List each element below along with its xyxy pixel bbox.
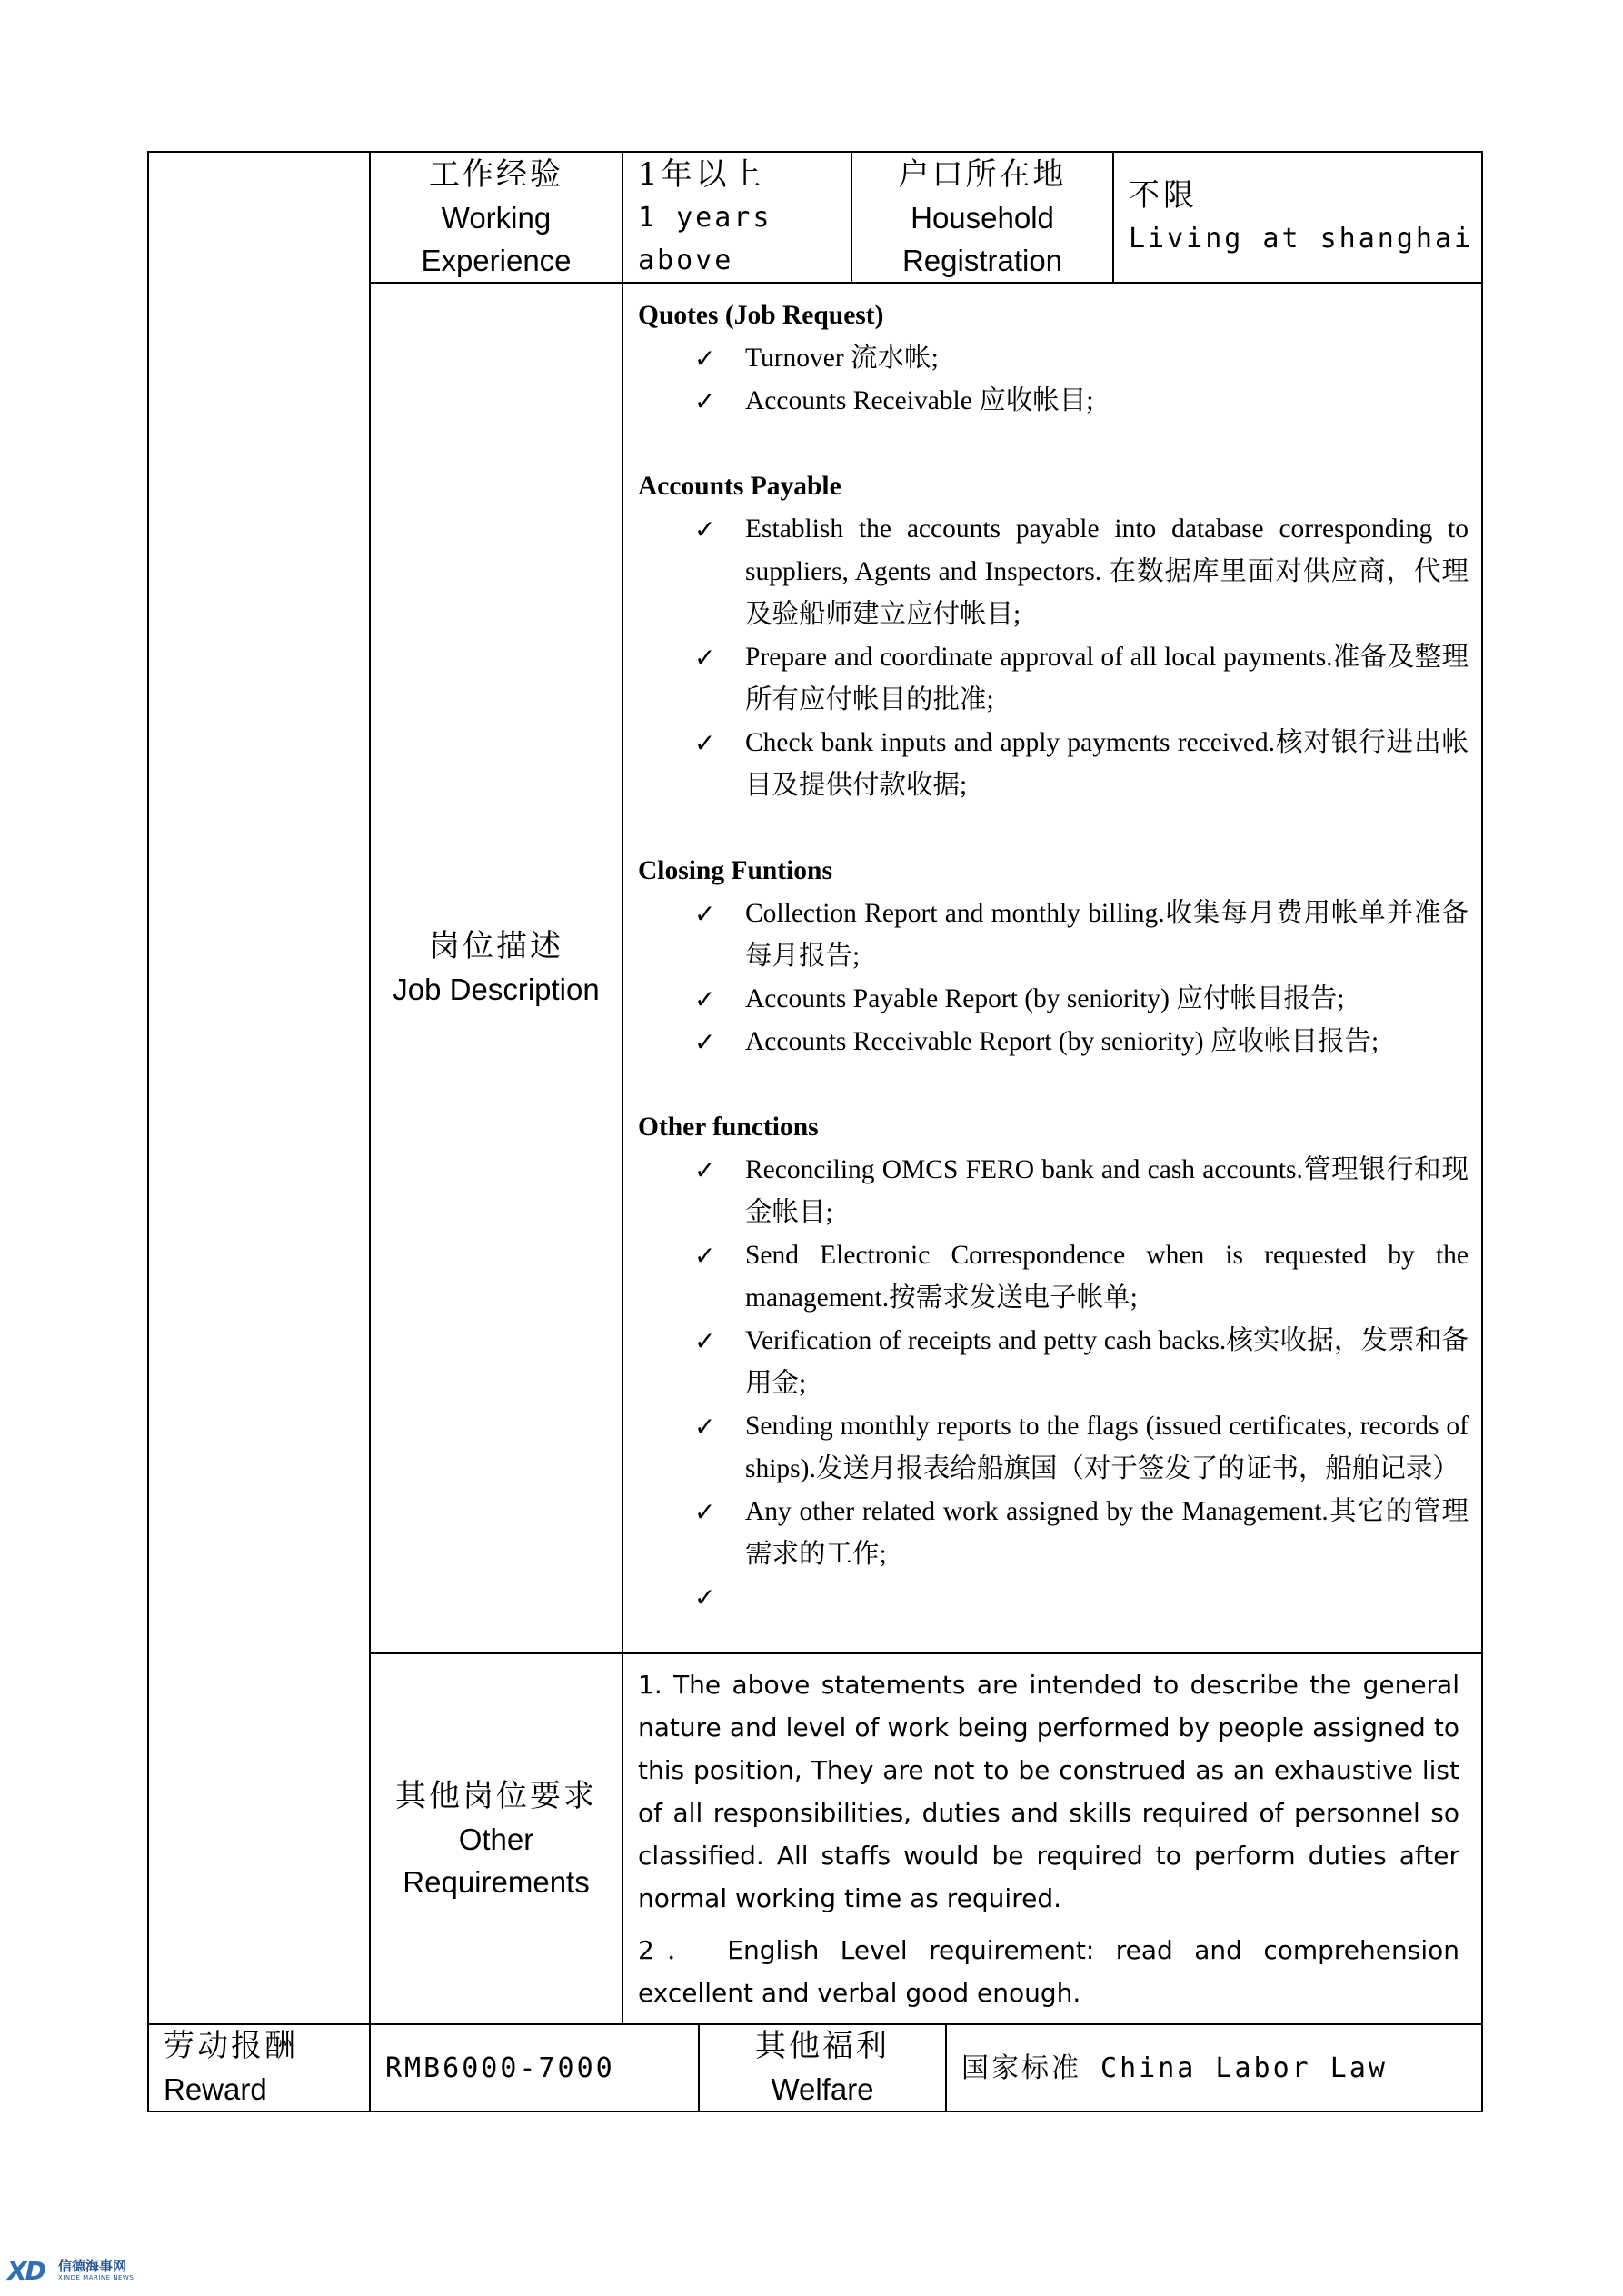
welfare-label-en: Welfare bbox=[771, 2072, 874, 2106]
checklist-item-text: Accounts Payable Report (by seniority) 应付帐目报告; bbox=[745, 984, 1345, 1013]
checkmark-icon: ✓ bbox=[694, 344, 716, 374]
checklist-item bbox=[638, 893, 1469, 978]
checklist-item-text: Sending monthly reports to the flags (issued certificates, records of ships).发送月报表给船旗国（对于签发了的证书，船舶记录） bbox=[745, 1412, 1469, 1483]
logo-name-zh: 信德海事网 bbox=[58, 2258, 127, 2274]
reward-label-en: Reward bbox=[164, 2072, 267, 2106]
logo-name-en: XINDE MARINE NEWS bbox=[58, 2274, 134, 2281]
job-description-label-zh: 岗位描述 bbox=[429, 928, 563, 964]
checklist bbox=[638, 1149, 1469, 1619]
checklist-item bbox=[638, 1320, 1469, 1405]
welfare-value: 国家标准 China Labor Law bbox=[961, 2051, 1388, 2084]
reward-value: RMB6000-7000 bbox=[385, 2051, 615, 2084]
checklist-item bbox=[638, 722, 1469, 807]
checklist bbox=[638, 508, 1469, 807]
checklist-item bbox=[638, 1234, 1469, 1320]
checkmark-icon: ✓ bbox=[694, 1155, 716, 1185]
checklist-item-text: Reconciling OMCS FERO bank and cash accounts.管理银行和现金帐目; bbox=[745, 1155, 1469, 1227]
checkmark-icon: ✓ bbox=[694, 514, 716, 544]
blank-left-cell bbox=[148, 152, 370, 2024]
experience-value-en-2: above bbox=[638, 244, 734, 276]
reward-label-zh: 劳动报酬 bbox=[164, 2028, 298, 2064]
reward-row bbox=[148, 2024, 1482, 2111]
section-gap bbox=[638, 423, 1469, 465]
household-value-en: Living at shanghai bbox=[1129, 223, 1474, 255]
logo-mark: XD bbox=[7, 2256, 45, 2286]
experience-label-en-1: Working bbox=[441, 200, 552, 235]
checkmark-icon: ✓ bbox=[694, 1326, 716, 1356]
other-requirements-paragraph-1: 1. The above statements are intended to describe the general nature and level of work being performed by people assigned to this position, They are not to be construed as an exhaustive list of all responsibilities, duties and skills required of personnel so classified. All staffs would be required to perform duties after normal working time as required. bbox=[638, 1670, 1459, 1913]
household-label-en-2: Registration bbox=[901, 243, 1063, 277]
household-value-zh: 不限 bbox=[1129, 177, 1198, 214]
checkmark-icon: ✓ bbox=[694, 899, 716, 929]
checklist-item bbox=[638, 636, 1469, 722]
checklist-item bbox=[638, 1405, 1469, 1491]
checklist-item bbox=[638, 380, 1469, 423]
checkmark-icon: ✓ bbox=[694, 1497, 716, 1527]
checklist-item-text: Check bank inputs and apply payments received.核对银行进出帐目及提供付款收据; bbox=[745, 728, 1469, 800]
welfare-label-cell bbox=[699, 2024, 946, 2111]
checklist-item bbox=[638, 1021, 1469, 1063]
welfare-value-cell bbox=[946, 2024, 1482, 2111]
checklist-item-text: Accounts Receivable Report (by seniority) 应收帐目报告; bbox=[745, 1027, 1379, 1056]
checklist-item-text: Turnover 流水帐; bbox=[745, 344, 939, 373]
checklist bbox=[638, 893, 1469, 1063]
checklist-item-text: Accounts Receivable 应收帐目; bbox=[745, 386, 1094, 415]
section-gap bbox=[638, 1063, 1469, 1106]
job-posting-table bbox=[147, 151, 1483, 2112]
checklist-item-text: Prepare and coordinate approval of all local payments.准备及整理所有应付帐目的批准; bbox=[745, 643, 1469, 714]
checklist-item bbox=[638, 337, 1469, 380]
checklist-item bbox=[638, 508, 1469, 636]
checkmark-icon: ✓ bbox=[694, 1027, 716, 1057]
checkmark-icon: ✓ bbox=[694, 984, 716, 1014]
experience-label-cell bbox=[370, 152, 622, 283]
section-heading: Accounts Payable bbox=[638, 472, 841, 501]
checklist-item-text: Send Electronic Correspondence when is requested by the management.按需求发送电子帐单; bbox=[745, 1241, 1469, 1313]
experience-row bbox=[148, 152, 1482, 283]
checklist-item-text: Collection Report and monthly billing.收集每月费用帐单并准备每月报告; bbox=[745, 899, 1469, 971]
checklist bbox=[638, 337, 1469, 423]
checklist-item-text: Establish the accounts payable into database corresponding to suppliers, Agents and Inspectors. 在数据库里面对供应商，代理及验船师建立应付帐目; bbox=[745, 514, 1469, 629]
checkmark-icon: ✓ bbox=[694, 1241, 716, 1271]
job-description-content bbox=[622, 283, 1482, 1653]
other-requirements-label-en-2: Requirements bbox=[403, 1864, 590, 1899]
reward-value-cell bbox=[370, 2024, 699, 2111]
checklist-item-text: Verification of receipts and petty cash backs.核实收据，发票和备用金; bbox=[745, 1326, 1469, 1398]
other-requirements-paragraph-2: 2． English Level requirement: read and comprehension excellent and verbal good enough. bbox=[638, 1935, 1459, 2008]
household-label-cell bbox=[851, 152, 1113, 283]
job-description-label-en: Job Description bbox=[393, 973, 600, 1006]
household-value-cell bbox=[1113, 152, 1482, 283]
checklist-item bbox=[638, 1149, 1469, 1234]
welfare-label-zh: 其他福利 bbox=[755, 2028, 890, 2064]
section-heading: Closing Funtions bbox=[638, 856, 832, 885]
checklist-item-text: Any other related work assigned by the Management.其它的管理需求的工作; bbox=[745, 1497, 1469, 1569]
other-requirements-content bbox=[622, 1653, 1482, 2024]
other-requirements-label-zh: 其他岗位要求 bbox=[395, 1777, 597, 1814]
other-requirements-label-cell bbox=[370, 1653, 622, 2024]
checklist-item bbox=[638, 978, 1469, 1021]
job-description-label-cell bbox=[370, 283, 622, 1653]
household-label-zh: 户口所在地 bbox=[898, 155, 1067, 193]
checkmark-icon: ✓ bbox=[694, 1582, 716, 1612]
section-gap bbox=[638, 807, 1469, 850]
household-label-en-1: Household bbox=[911, 200, 1054, 235]
checkmark-icon: ✓ bbox=[694, 643, 716, 673]
section-heading: Quotes (Job Request) bbox=[638, 301, 884, 330]
checklist-item bbox=[638, 1576, 1469, 1619]
reward-label-cell bbox=[148, 2024, 370, 2111]
checkmark-icon: ✓ bbox=[694, 386, 716, 416]
checkmark-icon: ✓ bbox=[694, 1412, 716, 1442]
footer-logo bbox=[7, 2254, 153, 2287]
section-heading: Other functions bbox=[638, 1113, 819, 1142]
experience-label-en-2: Experience bbox=[421, 243, 572, 277]
experience-value-cell bbox=[622, 152, 851, 283]
other-requirements-label-en-1: Other bbox=[458, 1822, 534, 1856]
experience-value-zh: 1年以上 bbox=[638, 155, 765, 193]
experience-value-en-1: 1 years bbox=[638, 201, 772, 234]
checklist-item bbox=[638, 1491, 1469, 1576]
checkmark-icon: ✓ bbox=[694, 728, 716, 758]
experience-label-zh: 工作经验 bbox=[429, 155, 563, 193]
